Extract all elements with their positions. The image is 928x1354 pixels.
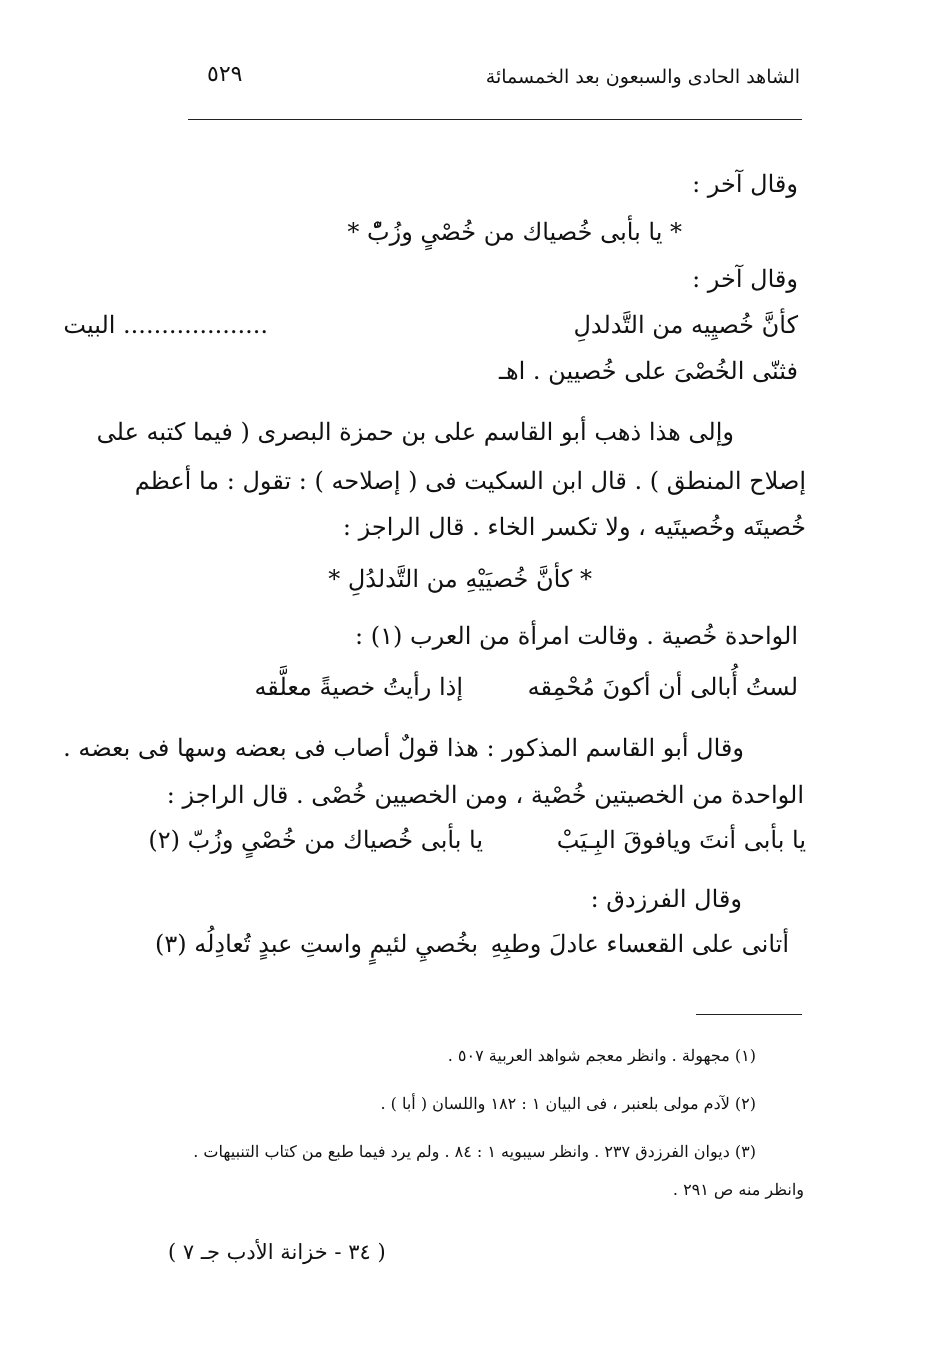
verse-line-4-hemistich-1: لستُ أُبالى أن أكونَ مُحْمِقه [527, 673, 798, 701]
verse-line-2-hemistich-2: ................... البيت [63, 311, 268, 339]
header-rule [188, 119, 802, 120]
footnote-rule [696, 1014, 802, 1015]
paragraph-line-2: إصلاح المنطق ) . قال ابن السكيت فى ( إصلاحه ) : تقول : ما أعظم [134, 467, 806, 495]
text-line-1: وقال آخر : [692, 170, 798, 198]
text-line-3: فثنّى الخُصْىَ على خُصيين . اهـ [498, 357, 798, 385]
paragraph-line-6: الواحدة من الخصيتين خُصْية ، ومن الخصيين خُصْى . قال الراجز : [166, 781, 804, 809]
footnote-3: (٣) ديوان الفرزدق ٢٣٧ . وانظر سيبويه ١ : ٨٤ . ولم يرد فيما طبع من كتاب التنبيهات . [193, 1142, 756, 1161]
verse-line-3: * كأنَّ خُصيَيْهِ من التَّدلدُلِ * [328, 565, 592, 593]
verse-line-6-hemistich-1: أتانى على القعساء عادلَ وطبِهِ [490, 930, 789, 958]
paragraph-line-7: وقال الفرزدق : [590, 885, 742, 913]
text-line-2: وقال آخر : [692, 265, 798, 293]
running-head: الشاهد الحادى والسبعون بعد الخمسمائة [485, 66, 800, 88]
page-number: ٥٢٩ [207, 62, 243, 87]
paragraph-line-5: وقال أبو القاسم المذكور : هذا قولٌ أصاب فى بعضه وسها فى بعضه . [63, 734, 744, 762]
signature-mark: ( ٣٤ - خزانة الأدب جـ ٧ ) [168, 1240, 386, 1264]
verse-line-1: * يا بأبى خُصياك من خُصْىٍ وزُبّْ * [347, 218, 682, 246]
verse-line-4-hemistich-2: إذا رأيتُ خصيةً معلَّقه [254, 673, 463, 701]
verse-line-2-hemistich-1: كأنَّ خُصيِيه من التَّدلدلِ [573, 311, 798, 339]
footnote-3-continued: وانظر منه ص ٢٩١ . [672, 1180, 804, 1199]
paragraph-line-4: الواحدة خُصية . وقالت امرأة من العرب (١) : [355, 622, 798, 650]
verse-line-5-hemistich-1: يا بأبى أنتَ ويافوقَ البِـيَبْ [556, 826, 806, 854]
verse-line-5-hemistich-2: يا بأبى خُصياك من خُصْىٍ وزُبّ (٢) [148, 826, 483, 854]
verse-line-6-hemistich-2: بخُصيِ لئيمٍ واستِ عبدٍ تُعادِلُه (٣) [154, 930, 478, 958]
footnote-1: (١) مجهولة . وانظر معجم شواهد العربية ٥٠٧ . [447, 1046, 756, 1065]
paragraph-line-3: خُصيتَه وخُصيتَيه ، ولا تكسر الخاء . قال الراجز : [342, 513, 806, 541]
paragraph-line-1: وإلى هذا ذهب أبو القاسم على بن حمزة البصرى ( فيما كتبه على [96, 418, 734, 446]
footnote-2: (٢) لآدم مولى بلعنبر ، فى البيان ١ : ١٨٢ واللسان ( أبا ) . [380, 1094, 756, 1113]
